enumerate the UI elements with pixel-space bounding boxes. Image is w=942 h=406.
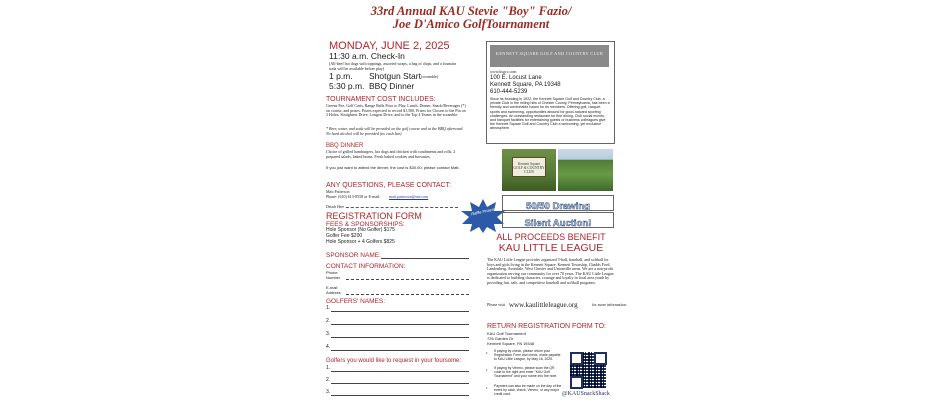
club-info-box bbox=[486, 41, 615, 144]
checkin-note: (All-beef hot dogs with toppings, assorted wraps, a bag of chips, and a fountain soda will be available before play) bbox=[329, 61, 457, 71]
drawing-label: 50/50 Drawing bbox=[526, 201, 590, 212]
fee-hole-sponsor: Hole Sponsor (No Golfer) $175 bbox=[326, 227, 395, 233]
fee-sponsor-golfers: Hole Sponsor + 4 Golfers $825 bbox=[326, 239, 395, 245]
golfer-field[interactable] bbox=[331, 337, 469, 338]
event-title-line2: Joe D'Amico GolfTournament bbox=[392, 17, 550, 31]
club-address2: Kennett Square, PA 19348 bbox=[490, 82, 561, 88]
sponsor-name-label: SPONSOR NAME: bbox=[326, 252, 381, 259]
venmo-qr-code[interactable] bbox=[570, 352, 606, 388]
address-label: Address bbox=[326, 290, 341, 295]
auction-label: Silent Auction! bbox=[524, 218, 592, 229]
foursome-field[interactable] bbox=[331, 371, 469, 372]
golfer-number: 3. bbox=[326, 331, 331, 337]
visit-prefix: Please visit bbox=[487, 302, 506, 307]
club-logo: KENNETT SQUARE GOLF AND COUNTRY CLUB bbox=[490, 45, 609, 67]
auction-box bbox=[502, 212, 614, 228]
bullet-icon: • bbox=[486, 385, 488, 390]
golfers-heading: GOLFERS' NAMES: bbox=[326, 298, 386, 305]
phone-label: Phone bbox=[326, 270, 338, 275]
cost-heading: TOURNAMENT COST INCLUDES: bbox=[326, 96, 436, 103]
email-address-field[interactable] bbox=[346, 294, 469, 295]
detach-label: Detach Here bbox=[326, 205, 345, 209]
registration-heading: REGISTRATION FORM bbox=[326, 211, 422, 221]
cost-note: * Beer, water, and soda will be provided on the golf course and at the BBQ afterward. No hard alcohol will be provided (no cash bar). bbox=[326, 126, 464, 136]
dinner-label: BBQ Dinner bbox=[369, 81, 415, 91]
dinner-time: 5:30 p.m. bbox=[329, 81, 365, 91]
league-description: The KAU Little League provides organized T-ball, baseball, and softball for boys and girls living in the Kennett Square, Kennett Township, Chadds Ford, Landenberg, Avondale, West Chester and Unionville areas. We are a non-profit organization serving our community for over 70 years. The KAU Little League is dedicated to building character, courage and loyalty in local area youth by providing fun, safe, and competitive baseball and softball programs. bbox=[487, 257, 614, 285]
foursome-field[interactable] bbox=[331, 383, 469, 384]
club-description: Since its founding in 1922, the Kennett Square Golf and Country Club, a private Club in the rolling hills of Chester County, Pennsylvania, has been a friendly and comfortable haven for its members. Offering golf, racquet sports and swimming, opportunities abound for good-natured sporting challenges. An outstanding restaurant for fine dining, Club social events, and banquet facilities for entertaining guests or business colleagues give the Kennett Square Golf and Country Club a welcoming, yet exclusive atmosphere. bbox=[490, 97, 610, 131]
foursome-heading: Golfers you would like to request in your foursome: bbox=[326, 358, 462, 364]
return-bullet-check: If paying by check, please return your Registration Form and check, made payable to KAU Little League, by May 16, 2025. bbox=[494, 349, 561, 361]
bbq-text: Choice of grilled hamburgers, hot dogs and chicken with condiments and rolls, 2 prepared salads, baked beans. Fresh baked cookies and brownies. bbox=[326, 149, 456, 159]
foursome-number: 1. bbox=[326, 365, 331, 371]
snack-shack-handle: @KAUSnackShack bbox=[562, 391, 610, 397]
golf-course-photo bbox=[558, 149, 613, 191]
bullet-icon: • bbox=[486, 367, 488, 372]
shotgun-note: (scramble) bbox=[421, 74, 439, 79]
fees-heading: FEES & SPONSORSHIPS: bbox=[326, 221, 405, 228]
checkin-time: 11:30 a.m. Check-In bbox=[329, 51, 405, 61]
email-label: E-mail bbox=[326, 285, 338, 290]
bbq-note: If you just want to attend the dinner, the cost is $30.00; please contact Matt. bbox=[326, 165, 460, 170]
foursome-number: 2. bbox=[326, 377, 331, 383]
foursome-number: 3. bbox=[326, 389, 331, 395]
questions-heading: ANY QUESTIONS, PLEASE CONTACT: bbox=[326, 182, 451, 189]
shotgun-time: 1 p.m. bbox=[329, 71, 353, 81]
bullet-icon: • bbox=[486, 350, 488, 355]
return-bullet-venmo: If paying by Venmo, please scan the QR code to the right and enter "KAU Golf Tournament" and your name into the note. bbox=[494, 366, 558, 378]
detach-line bbox=[326, 207, 458, 208]
number-label: Number bbox=[326, 275, 341, 280]
contact-info-heading: CONTACT INFORMATION: bbox=[326, 263, 406, 270]
phone-field[interactable] bbox=[346, 279, 469, 280]
bbq-heading: BBQ DINNER bbox=[326, 143, 364, 149]
club-address1: 100 E. Locust Lane bbox=[490, 75, 542, 81]
return-bullet-day: Payment can also be made on the day of the event by cash, check, Venmo, or any major credit card. bbox=[494, 384, 562, 396]
contact-name: Matt Patterson bbox=[326, 189, 350, 194]
golfer-number: 1. bbox=[326, 305, 331, 311]
proceeds-line2: KAU LITTLE LEAGUE bbox=[498, 242, 604, 254]
golfer-field[interactable] bbox=[331, 311, 469, 312]
shotgun-label: Shotgun Start bbox=[369, 71, 421, 81]
league-website-link[interactable]: www.kaulittleleague.org bbox=[509, 301, 578, 309]
golfer-field[interactable] bbox=[331, 324, 469, 325]
starburst-text: Raffle Prizes! bbox=[470, 206, 495, 217]
foursome-field[interactable] bbox=[331, 395, 469, 396]
proceeds-line1: ALL PROCEEDS BENEFIT bbox=[496, 232, 606, 242]
club-website[interactable]: www.ksgcc.com bbox=[490, 69, 517, 74]
contact-email-link[interactable]: matt.patterson@me.com bbox=[389, 194, 429, 199]
cost-text: Greens Fee, Golf Carts, Range Balls Prior to Play, Lunch, Dinner, Snack/Beverages (*) on course, and prizes. Prizes expected to record $1,500, Prizes for Closest to the Pin on 2 Holes, Straightest Drive, Longest Drive, and to the Top 4 Teams in the scramble. bbox=[326, 103, 466, 118]
return-heading: RETURN REGISTRATION FORM TO: bbox=[487, 323, 607, 330]
club-sign-photo bbox=[502, 149, 556, 191]
golfer-field[interactable] bbox=[331, 350, 469, 351]
club-phone: 610-444-5239 bbox=[490, 89, 528, 95]
drawing-box bbox=[502, 195, 614, 211]
return-line3: Kennett Square, PA 19348 bbox=[487, 341, 535, 346]
golfer-number: 2. bbox=[326, 318, 331, 324]
event-title-line1: 33rd Annual KAU Stevie "Boy" Fazio/ bbox=[370, 4, 572, 18]
golfer-number: 4. bbox=[326, 344, 331, 350]
contact-phone: Phone: (610) 613-8558 or E-mail: bbox=[326, 194, 381, 199]
return-line2: 726 Garden Dr bbox=[487, 336, 514, 341]
event-date: MONDAY, JUNE 2, 2025 bbox=[329, 40, 450, 52]
fee-golfer: Golfer Fee $200 bbox=[326, 233, 363, 239]
sponsor-name-field[interactable] bbox=[381, 258, 469, 259]
club-sign: Kennett Square GOLF & COUNTRY CLUB bbox=[512, 157, 546, 177]
return-line1: KAU Golf Tournament bbox=[487, 331, 526, 336]
visit-suffix: for more information. bbox=[592, 302, 627, 307]
